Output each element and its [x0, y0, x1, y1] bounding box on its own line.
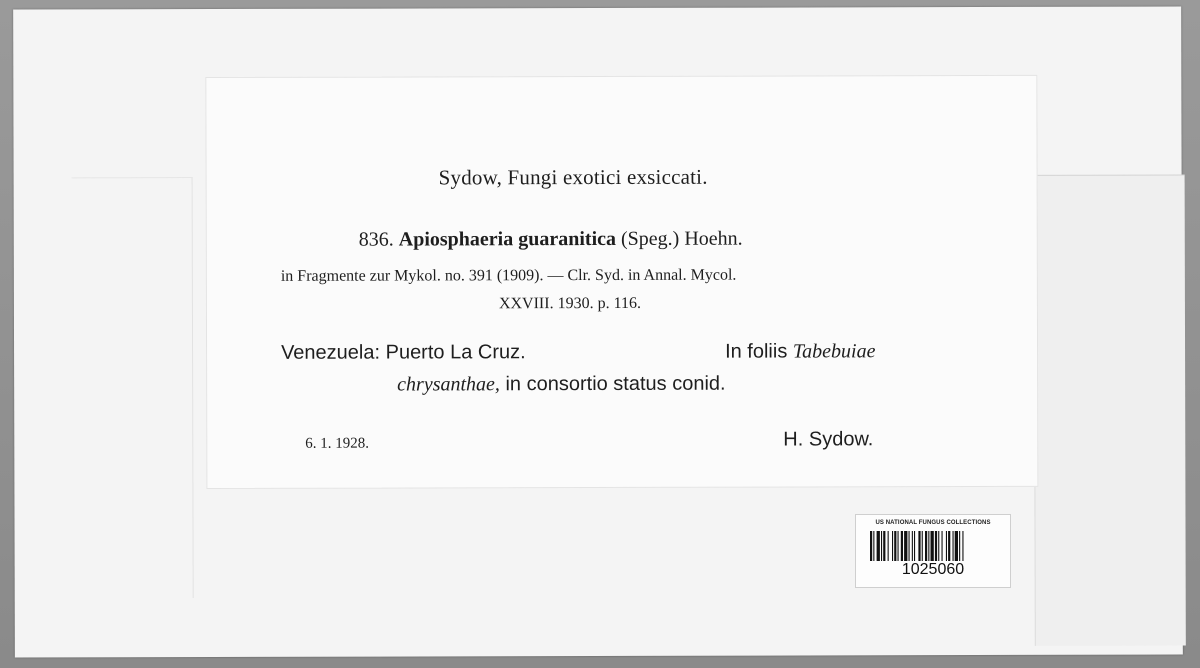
- exsiccata-number: 836.: [358, 228, 394, 251]
- envelope-fold: [72, 177, 194, 598]
- barcode-header: US NATIONAL FUNGUS COLLECTIONS: [875, 520, 991, 526]
- species-line: [359, 228, 743, 252]
- host-line-2: [397, 373, 726, 397]
- herbarium-label: [205, 75, 1038, 489]
- host-genus: Tabebuiae: [792, 340, 876, 363]
- host-suffix: in consortio status conid.: [505, 372, 726, 396]
- collector: H. Sydow.: [783, 428, 874, 451]
- envelope-flap: [1034, 174, 1186, 645]
- reference-line-1: in Fragmente zur Mykol. no. 391 (1909). — Clr. Syd. in Annal. Mycol.: [280, 266, 737, 285]
- label-title: Sydow, Fungi exotici exsiccati.: [438, 164, 708, 190]
- barcode-label: [855, 514, 1011, 588]
- reference-line-2: XXVIII. 1930. p. 116.: [498, 294, 642, 313]
- barcode-number: 1025060: [901, 561, 965, 578]
- species-name: Apiosphaeria guaranitica: [398, 227, 617, 251]
- locality: Venezuela: Puerto La Cruz.: [281, 341, 526, 364]
- host-prefix: In foliis: [725, 340, 788, 363]
- collection-date: 6. 1. 1928.: [305, 435, 370, 452]
- host-line-1: [725, 340, 875, 363]
- host-species: chrysanthae,: [397, 373, 500, 396]
- barcode-icon: [870, 531, 996, 561]
- species-author: (Speg.) Hoehn.: [620, 227, 743, 250]
